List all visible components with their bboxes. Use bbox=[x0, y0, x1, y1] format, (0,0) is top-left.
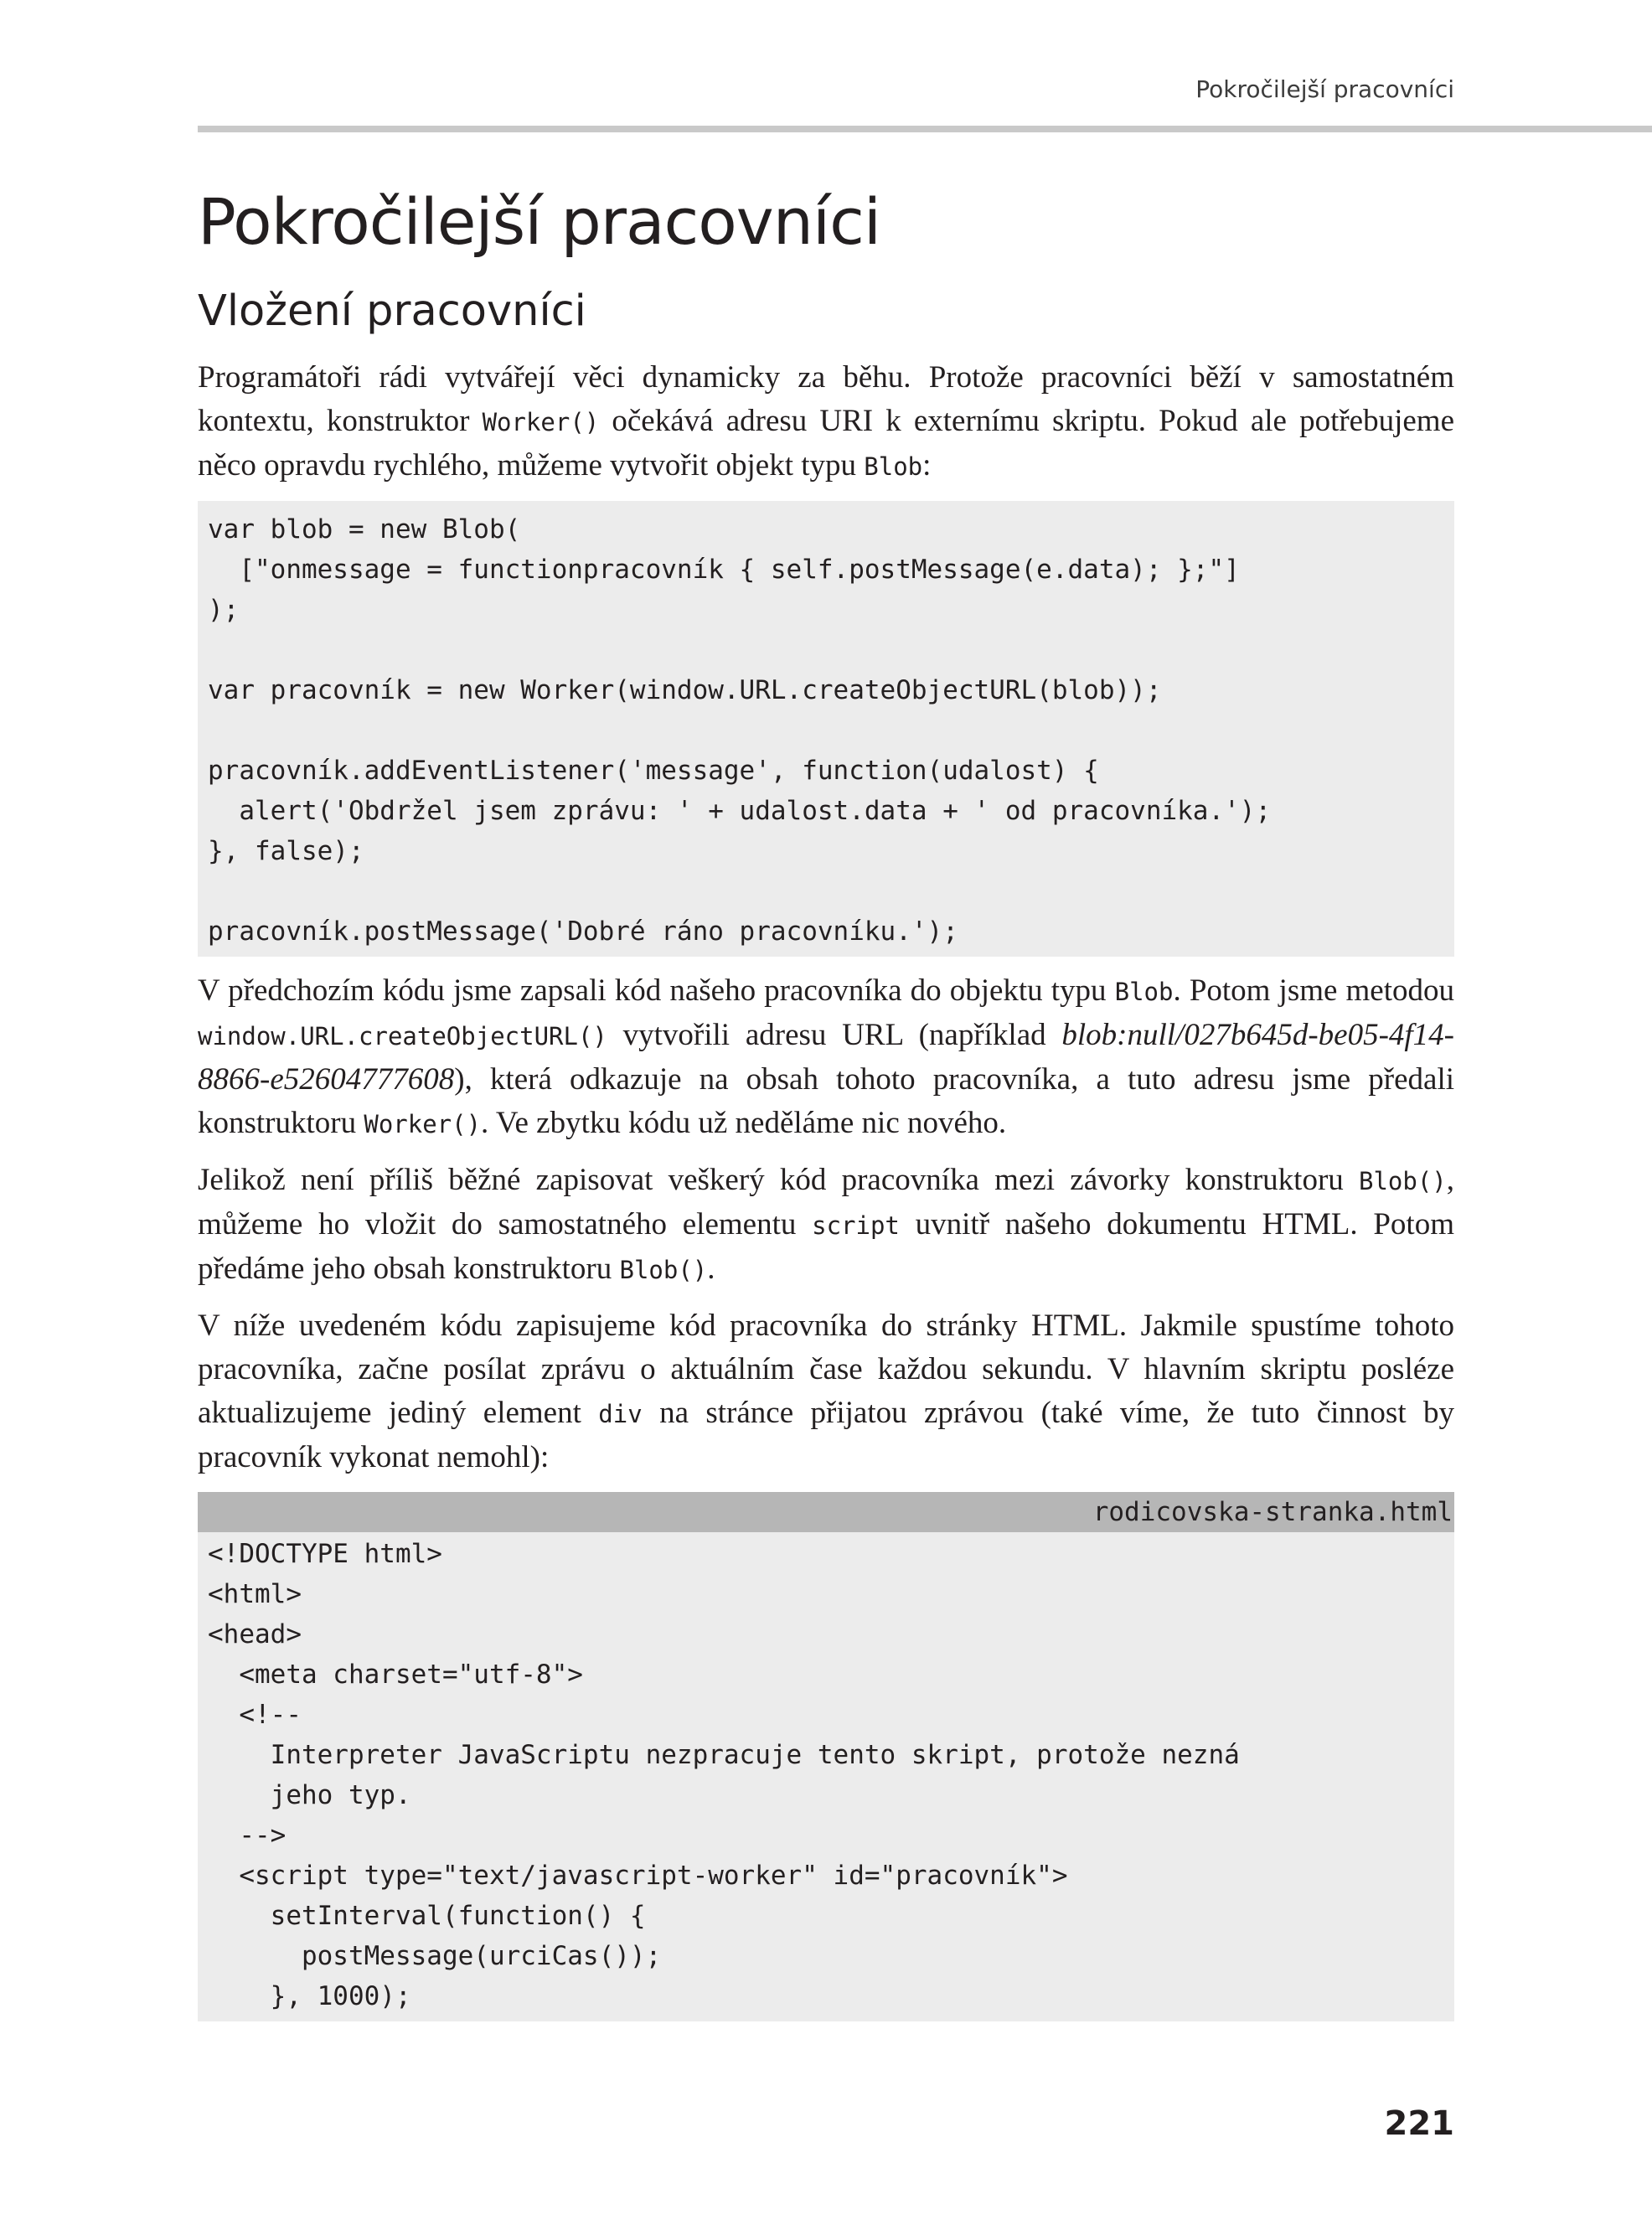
inline-code: div bbox=[598, 1400, 643, 1428]
paragraph-html-example bbox=[198, 1304, 1454, 1479]
inline-code: Blob() bbox=[619, 1256, 708, 1284]
text-run: Jelikož není příliš běžné zapisovat veškerý kód pracovníka mezi závorky konstruktoru bbox=[198, 1163, 1359, 1197]
page-content bbox=[198, 356, 1454, 2034]
text-run: , můžeme ho vložit do samostatného elementu bbox=[198, 1163, 1454, 1242]
code-filename-label: rodicovska-stranka.html bbox=[198, 1492, 1454, 1532]
code-listing: <!DOCTYPE html> <html> <head> <meta charset="utf-8"> <!-- Interpreter JavaScriptu nezpracuje tento skript, protože nezná jeho typ. --> <script type="text/javascript-worker" id="pracovník"> setInterval(function() { postMessage(urciCas()); }, 1000); bbox=[208, 1539, 1240, 2011]
chapter-title: Pokročilejší pracovníci bbox=[198, 184, 880, 259]
text-run: očekává adresu URI k externímu skriptu. Pokud ale potřebujeme něco opravdu rychlého, můžeme vytvořit objekt typu bbox=[198, 404, 1454, 483]
inline-code: window.URL.createObjectURL() bbox=[198, 1022, 607, 1051]
text-run: ), která odkazuje na obsah tohoto pracovníka, a tuto adresu jsme předali konstruktoru bbox=[198, 1062, 1454, 1140]
text-run: uvnitř našeho dokumentu HTML. Potom předáme jeho obsah konstruktoru bbox=[198, 1207, 1454, 1286]
text-run: vytvořili adresu URL (například bbox=[607, 1018, 1062, 1052]
paragraph-intro bbox=[198, 356, 1454, 488]
text-run: : bbox=[922, 448, 932, 483]
text-run: . Ve zbytku kódu už neděláme nic nového. bbox=[481, 1106, 1007, 1140]
text-run: V níže uvedeném kódu zapisujeme kód pracovníka do stránky HTML. Jakmile spustíme tohoto pracovníka, začne posílat zprávu o aktuálním čase každou sekundu. V hlavním skriptu posléze aktualizujeme jediný element bbox=[198, 1309, 1454, 1430]
code-listing: var blob = new Blob( ["onmessage = functionpracovník { self.postMessage(e.data); };"] ); var pracovník = new Worker(window.URL.createObjectURL(blob)); pracovník.addEventListener('message', function(udalost) { alert('Obdržel jsem zprávu: ' + udalost.data + ' od pracovníka.'); }, false); pracovník.postMessage('Dobré ráno pracovníku.'); bbox=[208, 514, 1272, 947]
page-number: 221 bbox=[1384, 2104, 1454, 2143]
text-run: na stránce přijatou zprávou (také víme, že tuto činnost by pracovník vykonat nemohl): bbox=[198, 1396, 1454, 1474]
inline-code: Blob bbox=[1114, 978, 1174, 1006]
paragraph-explanation bbox=[198, 969, 1454, 1146]
running-header: Pokročilejší pracovníci bbox=[1195, 75, 1454, 103]
header-rule bbox=[198, 126, 1652, 132]
inline-code: script bbox=[812, 1211, 900, 1240]
inline-code: Blob bbox=[864, 452, 923, 481]
code-block-blob bbox=[198, 501, 1454, 957]
text-run: Programátoři rádi vytvářejí věci dynamicky za běhu. Protože pracovníci běží v samostatném kontextu, konstruktor bbox=[198, 360, 1454, 438]
example-url: blob:null/027b645d-be05-4f14-8866-e52604777608 bbox=[198, 1018, 1454, 1097]
paragraph-script-element bbox=[198, 1159, 1454, 1292]
section-title: Vložení pracovníci bbox=[198, 287, 586, 336]
text-run: V předchozím kódu jsme zapsali kód našeho pracovníka do objektu typu bbox=[198, 973, 1115, 1008]
text-run: . Potom jsme metodou bbox=[1173, 973, 1454, 1008]
inline-code: Blob() bbox=[1358, 1167, 1447, 1195]
inline-code: Worker() bbox=[482, 408, 600, 436]
text-run: . bbox=[707, 1252, 715, 1286]
inline-code: Worker() bbox=[364, 1110, 482, 1138]
code-block-html bbox=[198, 1532, 1454, 2021]
